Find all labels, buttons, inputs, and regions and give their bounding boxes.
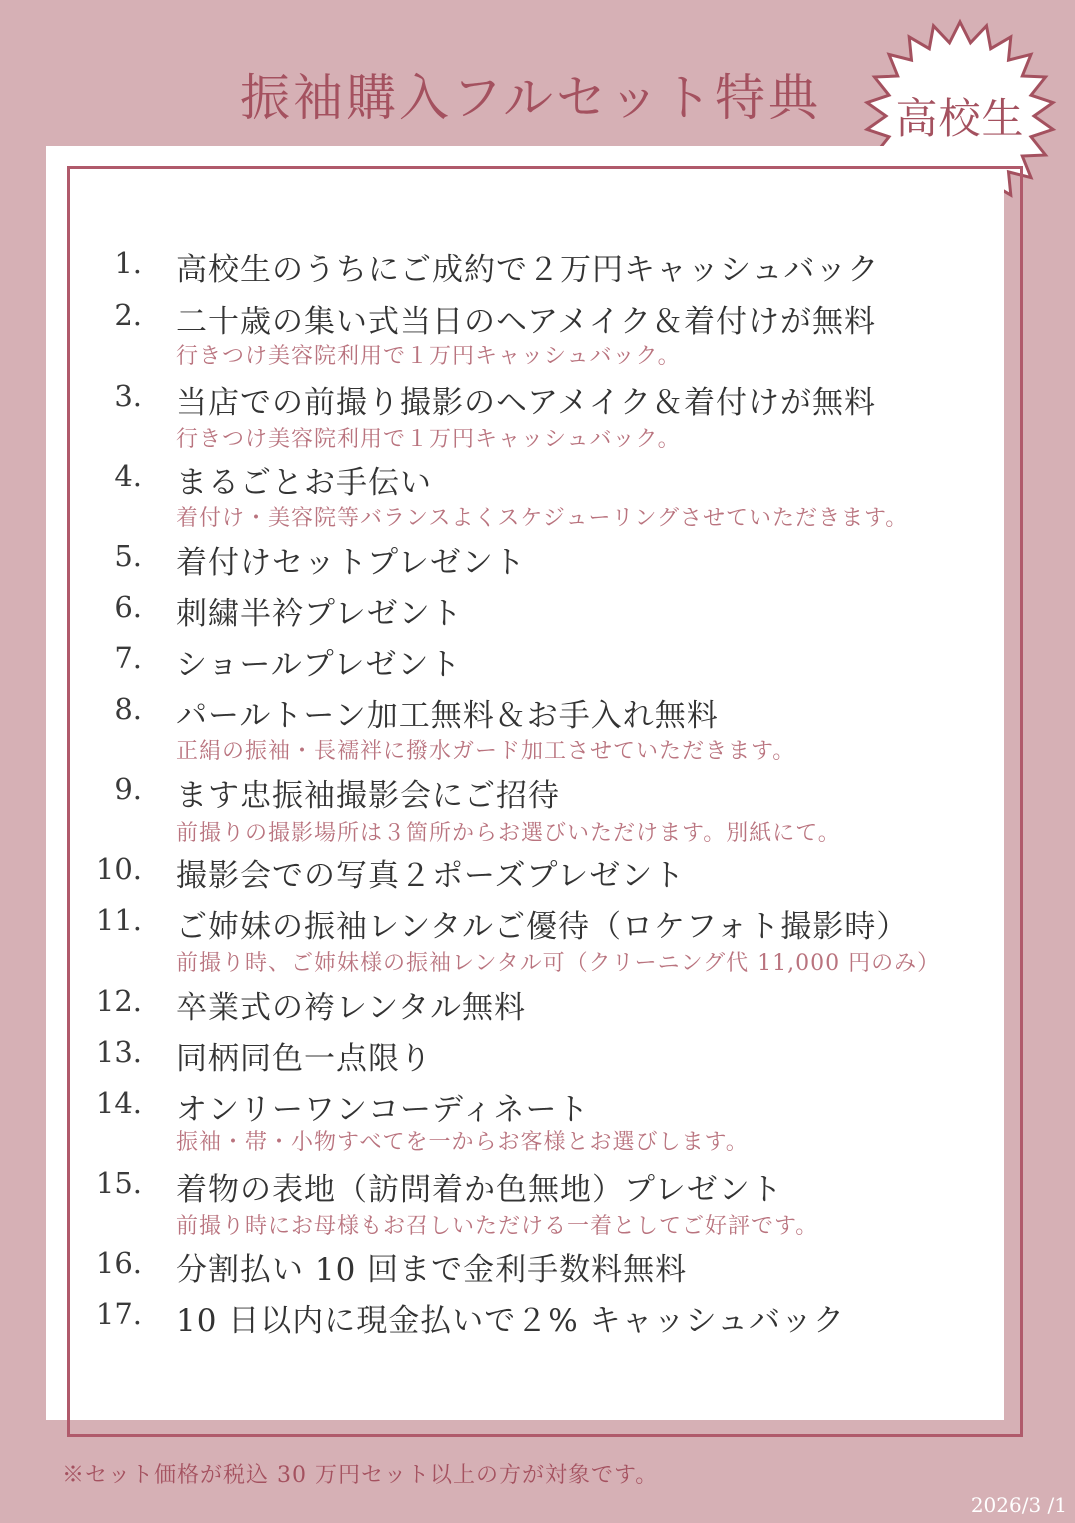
item-label: 二十歳の集い式当日のヘアメイク＆着付けが無料: [176, 304, 876, 340]
item-number: 4.: [114, 459, 142, 493]
item-label: まるごとお手伝い: [176, 465, 432, 501]
item-number: 12.: [95, 984, 142, 1018]
item-label: ます忠振袖撮影会にご招待: [176, 778, 560, 814]
item-label: ご姉妹の振袖レンタルご優待（ロケフォト撮影時）: [176, 909, 909, 945]
page-title: 振袖購入フルセット特典: [240, 69, 821, 127]
badge-label: 高校生: [895, 94, 1025, 143]
item-number: 8.: [114, 692, 142, 726]
item-note: 前撮り時、ご姉妹様の振袖レンタル可（クリーニング代 11,000 円のみ）: [176, 951, 941, 976]
item-label: 同柄同色一点限り: [176, 1041, 432, 1077]
item-label: 撮影会での写真２ポーズプレゼント: [176, 858, 686, 894]
item-label: オンリーワンコーディネート: [176, 1092, 590, 1128]
item-number: 10.: [95, 852, 142, 886]
item-number: 11.: [95, 903, 142, 937]
item-number: 9.: [114, 772, 142, 806]
item-number: 15.: [95, 1166, 142, 1200]
item-number: 6.: [114, 590, 142, 624]
item-note: 前撮り時にお母様もお召しいただける一着としてご好評です。: [176, 1214, 819, 1239]
item-number: 1.: [114, 246, 142, 280]
item-number: 16.: [95, 1246, 142, 1280]
item-label: パールトーン加工無料＆お手入れ無料: [176, 698, 719, 734]
item-label: 高校生のうちにご成約で２万円キャッシュバック: [176, 252, 880, 288]
item-note: 行きつけ美容院利用で１万円キャッシュバック。: [176, 344, 681, 369]
item-number: 3.: [114, 379, 142, 413]
item-label: 卒業式の袴レンタル無料: [176, 990, 526, 1026]
footnote: ※セット価格が税込 30 万円セット以上の方が対象です。: [62, 1463, 659, 1488]
date-stamp: 2026/3 /1: [970, 1493, 1067, 1517]
item-number: 13.: [95, 1035, 142, 1069]
item-note: 着付け・美容院等バランスよくスケジューリングさせていただきます。: [176, 506, 909, 531]
item-label: 着付けセットプレゼント: [176, 545, 526, 581]
item-number: 14.: [95, 1086, 142, 1120]
item-label: 着物の表地（訪問着か色無地）プレゼント: [176, 1172, 783, 1208]
item-number: 17.: [95, 1297, 142, 1331]
item-label: 当店での前撮り撮影のヘアメイク＆着付けが無料: [176, 385, 876, 421]
item-label: 10 日以内に現金払いで２% キャッシュバック: [176, 1303, 845, 1339]
item-note: 前撮りの撮影場所は３箇所からお選びいただけます。別紙にて。: [176, 821, 841, 846]
item-label: 刺繍半衿プレゼント: [176, 596, 463, 632]
item-number: 7.: [114, 641, 142, 675]
item-number: 5.: [114, 539, 142, 573]
item-label: 分割払い 10 回まで金利手数料無料: [176, 1252, 688, 1288]
item-note: 正絹の振袖・長襦袢に撥水ガード加工させていただきます。: [176, 739, 796, 764]
item-label: ショールプレゼント: [176, 647, 462, 683]
item-number: 2.: [114, 298, 142, 332]
item-note: 振袖・帯・小物すべてを一からお客様とお選びします。: [176, 1130, 749, 1155]
item-note: 行きつけ美容院利用で１万円キャッシュバック。: [176, 427, 681, 452]
